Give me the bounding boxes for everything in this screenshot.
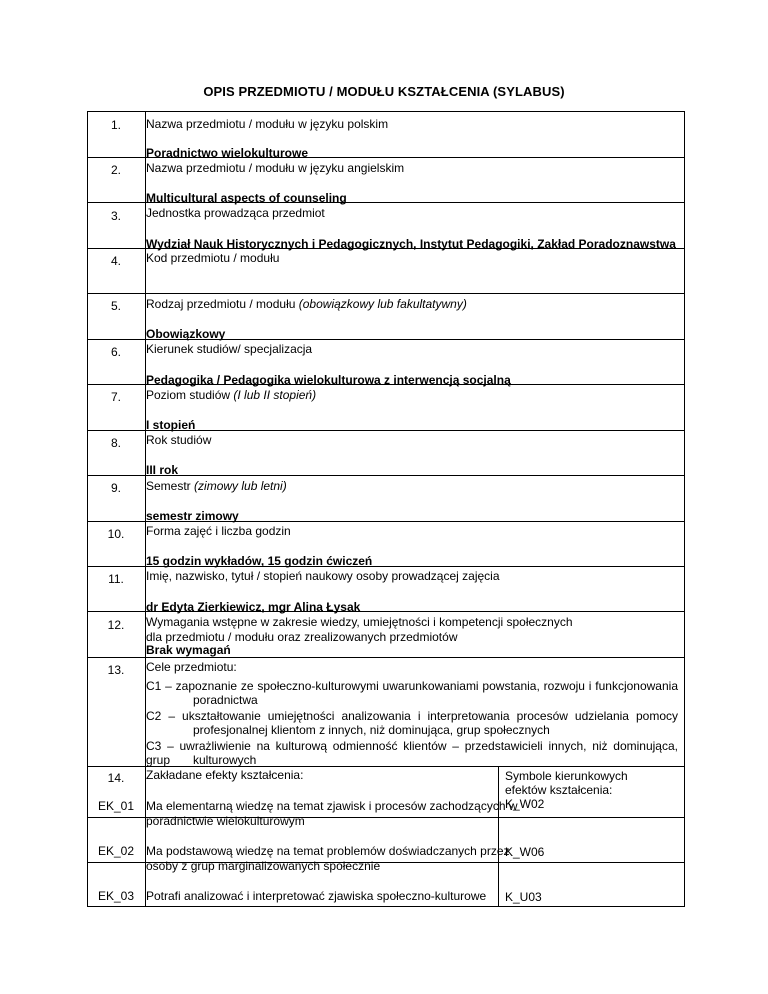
row-label-text: Rodzaj przedmiotu / modułu	[146, 297, 296, 311]
row-number: 3.	[110, 209, 121, 223]
row-number: 4.	[110, 254, 121, 268]
row-number: 11.	[108, 572, 124, 586]
row-number: 13.	[107, 663, 125, 677]
row-value: Poradnictwo wielokulturowe	[146, 146, 309, 160]
table-border-bottom	[87, 906, 685, 907]
effect-id: EK_03	[97, 889, 135, 903]
row-label: Wymagania wstępne w zakresie wiedzy, umiejętności i kompetencji społecznych	[146, 615, 573, 629]
row-label: Forma zajęć i liczba godzin	[146, 524, 291, 538]
row-number: 2.	[110, 163, 121, 177]
row-number: 1.	[110, 118, 121, 132]
row-label: Cele przedmiotu:	[146, 660, 237, 674]
effect-description: Ma elementarną wiedzę na temat zjawisk i procesów zachodzących w	[146, 799, 518, 813]
row-label-continued: dla przedmiotu / modułu oraz zrealizowanych przedmiotów	[146, 630, 458, 644]
row-value: semestr zimowy	[146, 509, 239, 523]
goal-c1: C1 – zapoznanie ze społeczno-kulturowymi uwarunkowaniami powstania, rozwoju i funkcjonowania	[146, 679, 678, 693]
effect-description: Ma podstawową wiedzę na temat problemów doświadczanych przez	[146, 844, 510, 858]
table-border-left	[87, 111, 88, 907]
row-label: Rok studiów	[146, 433, 212, 447]
goal-c2: C2 – ukształtowanie umiejętności analizowania i interpretowania procesów udzielania pomocy	[146, 709, 678, 723]
row-label	[146, 297, 467, 312]
row-label-text: Semestr	[146, 479, 191, 493]
row-label	[146, 479, 287, 494]
row-number: 5.	[110, 299, 121, 313]
row-label: Nazwa przedmiotu / modułu w języku angielskim	[146, 161, 405, 175]
row-number: 7.	[110, 390, 121, 404]
effect-code: K_W02	[505, 797, 545, 811]
row-value: III rok	[146, 463, 179, 477]
row-label	[146, 388, 316, 403]
page-title: OPIS PRZEDMIOTU / MODUŁU KSZTAŁCENIA (SYLABUS)	[203, 84, 565, 99]
effects-header-continued: efektów kształcenia:	[505, 783, 613, 797]
goal-c2-continued: profesjonalnej klientom z innych, niż dominująca, grup społecznych	[193, 723, 550, 737]
goal-c3: C3 – uwrażliwienie na kulturową odmienność klientów – przedstawicieli innych, niż dominująca, grup	[146, 739, 678, 767]
row-label-hint: (obowiązkowy lub fakultatywny)	[298, 297, 467, 311]
row-value: I stopień	[146, 418, 196, 432]
effect-id: EK_01	[97, 799, 135, 813]
effect-code: K_U03	[505, 890, 542, 904]
row-number: 14.	[107, 771, 125, 785]
row-label-hint: (I lub II stopień)	[233, 388, 317, 402]
effects-header: Symbole kierunkowych	[505, 769, 628, 783]
row-value: Wydział Nauk Historycznych i Pedagogicznych, Instytut Pedagogiki, Zakład Poradoznawstwa	[146, 237, 676, 251]
row-value: Brak wymagań	[146, 643, 231, 657]
goal-c1-continued: poradnictwa	[193, 693, 258, 707]
row-divider	[87, 293, 685, 294]
row-label-text: Poziom studiów	[146, 388, 231, 402]
row-label: Jednostka prowadząca przedmiot	[146, 206, 325, 220]
row-value: Pedagogika / Pedagogika wielokulturowa z interwencją socjalną	[146, 373, 511, 387]
row-number: 6.	[110, 345, 121, 359]
effect-description-continued: osoby z grup marginalizowanych społecznie	[146, 859, 381, 873]
table-border-right	[684, 111, 685, 907]
goal-c3-continued: kulturowych	[193, 753, 257, 767]
effect-code: K_W06	[505, 845, 545, 859]
row-number: 8.	[110, 436, 121, 450]
row-label: Zakładane efekty kształcenia:	[146, 768, 304, 782]
effect-description: Potrafi analizować i interpretować zjawiska społeczno-kulturowe	[146, 889, 487, 903]
row-number: 10.	[107, 527, 125, 541]
row-label: Imię, nazwisko, tytuł / stopień naukowy osoby prowadzącej zajęcia	[146, 569, 500, 583]
effect-id: EK_02	[97, 844, 135, 858]
row-number: 12.	[107, 618, 125, 632]
row-label: Nazwa przedmiotu / modułu w języku polskim	[146, 117, 389, 131]
row-value: 15 godzin wykładów, 15 godzin ćwiczeń	[146, 554, 373, 568]
row-label: Kierunek studiów/ specjalizacja	[146, 342, 313, 356]
row-divider	[87, 111, 685, 112]
effect-description-continued: poradnictwie wielokulturowym	[146, 814, 305, 828]
effects-code-divider	[498, 766, 499, 907]
row-number: 9.	[110, 481, 121, 495]
syllabus-table	[87, 111, 685, 907]
row-value: dr Edyta Zierkiewicz, mgr Alina Łysak	[146, 600, 361, 614]
row-label: Kod przedmiotu / modułu	[146, 251, 280, 265]
row-value: Multicultural aspects of counseling	[146, 191, 347, 205]
row-value: Obowiązkowy	[146, 327, 226, 341]
row-label-hint: (zimowy lub letni)	[194, 479, 287, 493]
